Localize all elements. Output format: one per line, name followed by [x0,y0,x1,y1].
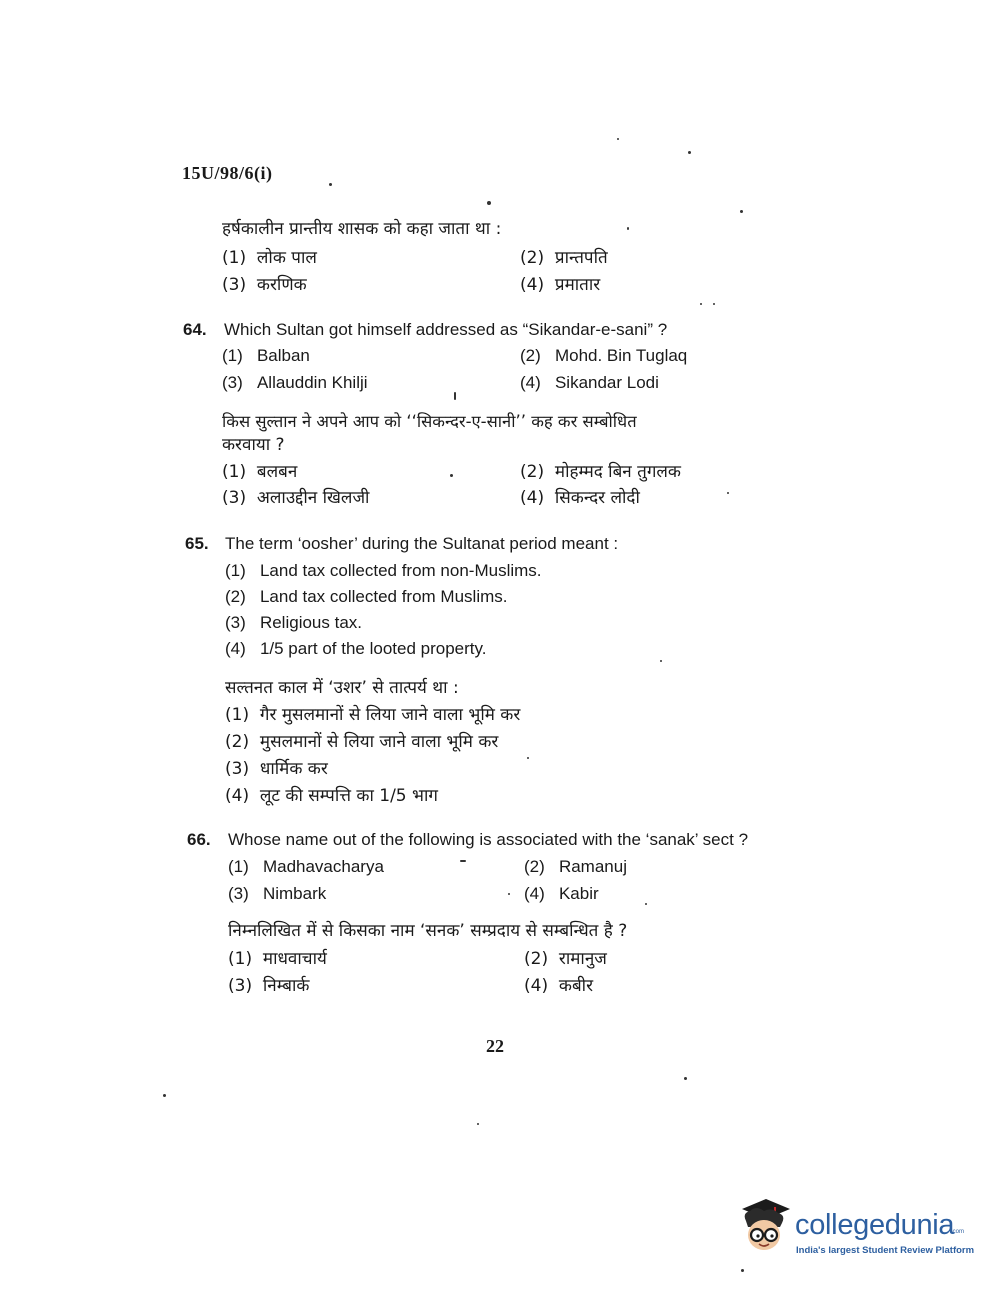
q64-hindi-option-4 [520,485,640,508]
q64-number: 64. [183,320,207,339]
option-text: प्रमातार [554,275,601,295]
option-text: रामानुज [558,949,607,969]
q64-hindi-question-line2: करवाया ? [222,435,285,455]
option-number: (3) [222,275,247,295]
scan-speck [454,392,456,400]
q63-hindi-option-2 [520,245,608,268]
option-text: गैर मुसलमानों से लिया जाने वाला भूमि कर [259,705,521,725]
q64-hindi-option-3 [222,485,369,508]
option-number: (4) [520,373,541,392]
option-number: (3) [222,488,247,508]
option-number: (3) [228,884,249,903]
q66-option-4 [524,884,599,904]
scan-speck [460,860,466,862]
option-number: (4) [520,488,545,508]
q66-hindi-option-2 [524,946,607,969]
option-text: बलबन [256,462,298,482]
option-number: (1) [222,248,247,268]
q66-number: 66. [187,830,211,849]
q64-option-2 [520,346,687,366]
scan-speck [700,303,702,305]
q65-option-4 [225,639,486,659]
scan-speck [477,1123,479,1125]
q65-hindi-option-1 [225,702,520,725]
option-text: मुसलमानों से लिया जाने वाला भूमि कर [259,732,499,752]
option-text: प्रान्तपति [554,248,608,268]
q66-option-3 [228,884,326,904]
option-text: Ramanuj [558,857,627,876]
q66-question: Whose name out of the following is associated with the ‘sanak’ sect ? [228,830,749,849]
scan-speck [617,138,619,140]
scan-speck [684,1077,687,1080]
scan-speck [645,903,647,905]
option-text: Nimbark [262,884,327,903]
option-text: Allauddin Khilji [256,373,368,392]
scan-speck [727,492,729,494]
scan-speck [740,210,743,213]
q65-hindi-option-4 [225,783,438,806]
option-text: लोक पाल [256,248,317,268]
q64-option-3 [222,373,368,393]
option-number: (4) [524,976,549,996]
option-text: Religious tax. [259,613,363,632]
option-number: (2) [524,857,545,876]
option-number: (2) [520,346,541,365]
collegedunia-tagline: India's largest Student Review Platform [796,1245,975,1256]
scan-speck [450,474,453,477]
option-text: मोहम्मद बिन तुगलक [554,462,681,482]
q63-hindi-option-4 [520,272,600,295]
q65-number: 65. [185,534,209,553]
q63-hindi-question: हर्षकालीन प्रान्तीय शासक को कहा जाता था : [222,219,502,239]
option-text: Land tax collected from non-Muslims. [259,561,542,580]
q64-hindi-question-line1: किस सुल्तान ने अपने आप को ‘‘सिकन्दर-ए-सानी’’ कह कर सम्बोधित [222,412,637,431]
q65-hindi-option-2 [225,729,498,752]
q65-option-1 [225,561,542,581]
q64-hindi-option-1 [222,459,297,482]
paper-code: 15U/98/6(i) [182,163,273,183]
q64-option-4 [520,373,659,393]
option-text: धार्मिक कर [259,759,328,779]
option-number: (2) [524,949,549,969]
option-text: 1/5 part of the looted property. [259,639,487,658]
q66-hindi-option-3 [228,973,309,996]
option-text: Mohd. Bin Tuglaq [554,346,688,365]
option-number: (1) [222,346,243,365]
option-number: (1) [228,857,249,876]
option-text: निम्बार्क [262,976,310,996]
q65-option-3 [225,613,362,633]
scan-speck [163,1094,166,1097]
page-number: 22 [486,1036,504,1056]
option-text: Balban [256,346,310,365]
option-text: सिकन्दर लोदी [554,488,640,508]
q66-hindi-option-4 [524,973,593,996]
q65-hindi-option-3 [225,756,328,779]
option-number: (3) [225,759,250,779]
option-text: लूट की सम्पत्ति का 1/5 भाग [259,786,438,806]
scan-speck [688,151,691,154]
option-number: (4) [524,884,545,903]
collegedunia-mascot-icon [736,1197,796,1257]
option-text: माधवाचार्य [262,949,327,969]
option-text: Land tax collected from Muslims. [259,587,508,606]
scan-speck [713,303,715,305]
scan-speck [487,201,491,205]
option-number: (4) [225,786,250,806]
scan-speck [527,757,529,759]
scan-speck [741,1269,744,1272]
option-number: (1) [225,561,246,580]
q65-question: The term ‘oosher’ during the Sultanat period meant : [225,534,619,553]
option-number: (2) [520,248,545,268]
option-number: (4) [225,639,246,658]
q64-question: Which Sultan got himself addressed as “Sikandar-e-sani” ? [224,320,668,339]
option-number: (1) [225,705,250,725]
q63-hindi-option-1 [222,245,317,268]
option-number: (4) [520,275,545,295]
option-number: (1) [228,949,253,969]
q66-hindi-question: निम्नलिखित में से किसका नाम ‘सनक’ सम्प्रदाय से सम्बन्धित है ? [228,921,628,941]
option-text: करणिक [256,275,307,295]
collegedunia-wordmark: collegedunia [795,1209,955,1241]
option-text: अलाउद्दीन खिलजी [256,488,370,508]
q66-option-2 [524,857,627,877]
scan-speck [660,660,662,662]
scan-speck [627,227,629,230]
option-number: (1) [222,462,247,482]
option-number: (2) [520,462,545,482]
q65-option-2 [225,587,508,607]
option-number: (3) [225,613,246,632]
collegedunia-domain-suffix: .com [951,1229,965,1235]
q65-hindi-question: सल्तनत काल में ‘उशर’ से तात्पर्य था : [225,678,459,698]
q63-hindi-option-3 [222,272,307,295]
option-number: (3) [228,976,253,996]
option-number: (2) [225,587,246,606]
option-text: कबीर [558,976,594,996]
scan-speck [329,183,332,186]
q64-hindi-option-2 [520,459,681,482]
q66-hindi-option-1 [228,946,327,969]
option-text: Kabir [558,884,599,903]
option-text: Madhavacharya [262,857,384,876]
q66-option-1 [228,857,384,877]
option-number: (3) [222,373,243,392]
q64-option-1 [222,346,310,366]
option-text: Sikandar Lodi [554,373,659,392]
option-number: (2) [225,732,250,752]
scan-speck [508,893,510,895]
